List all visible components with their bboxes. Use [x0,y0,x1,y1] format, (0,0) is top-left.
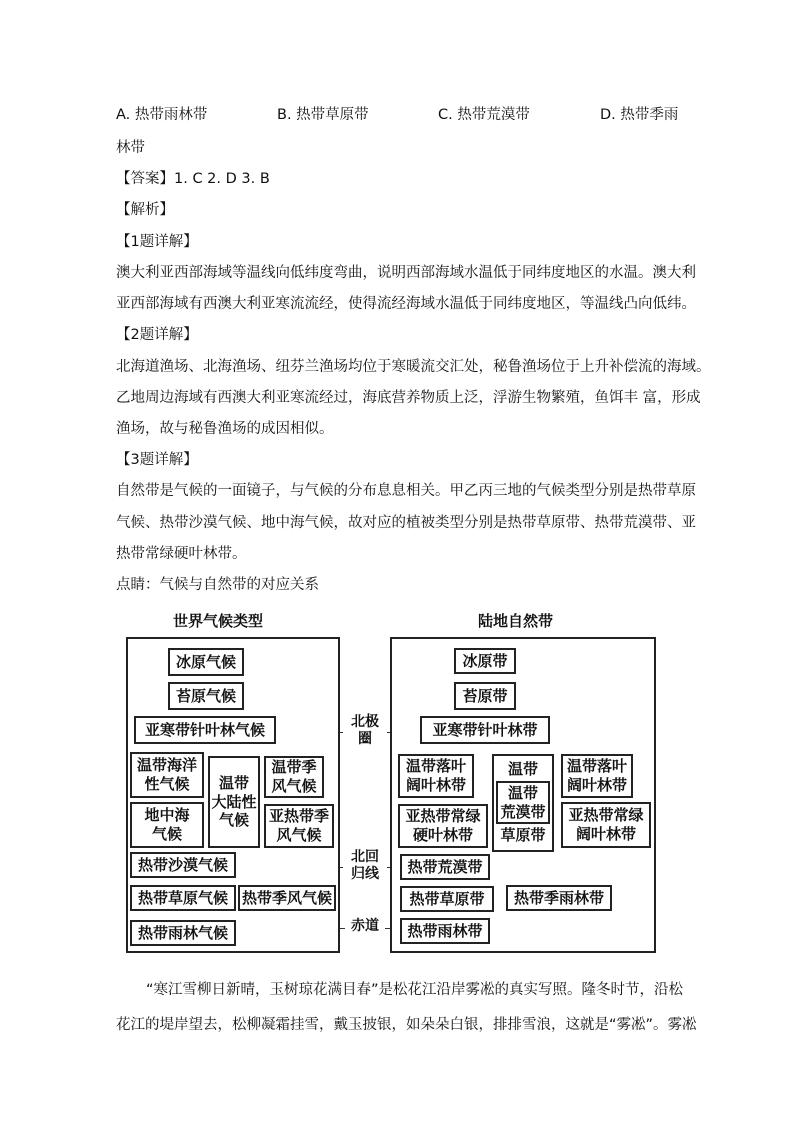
zone-temp-decid-r2: 阔叶林带 [566,776,627,794]
q2-line: 乙地周边海域有西澳大利亚寒流经过，海底营养物质上泛，浮游生物繁殖，鱼饵丰 富，形成 [116,390,701,406]
climate-temp-cont-3: 气候 [218,811,249,830]
q3-line: 气候、热带沙漠气候、地中海气候，故对应的植被类型分别是热带草原带、热带荒漠带、亚 [116,515,696,531]
climate-tropical-monsoon: 热带季风气候 [238,885,336,911]
zone-temp-desert-1: 温带 [507,783,538,802]
q3-line: 自然带是气候的一面镜子，与气候的分布息息相关。甲乙丙三地的气候类型分别是热带草原 [116,483,696,499]
zone-tropical-savanna: 热带草原带 [400,886,494,912]
zone-tropical-rainforest: 热带雨林带 [400,918,490,944]
zone-subtropical-evergreen [561,802,651,848]
climate-mediterranean [130,802,204,848]
analysis-label: 【解析】 [116,202,174,218]
climate-temp-marine-1: 温带海洋 [136,756,197,775]
equator-label: 赤道 [345,918,385,935]
climate-tundra: 苔原气候 [168,682,244,710]
poem-paragraph-line: “寒江雪柳日新晴，玉树琼花满目春”是松花江沿岸雾凇的真实写照。隆冬时节，沿松 [146,982,684,998]
climate-temperate-continental [208,756,260,848]
zone-temperate-label: 温带 [507,760,538,778]
climate-types-title: 世界气候类型 [173,612,264,630]
tropic-label-1: 北回 [351,849,379,865]
zone-sclero-2: 硬叶林带 [412,826,473,844]
climate-tropical-desert: 热带沙漠气候 [130,852,236,878]
option-d: D. 热带季雨 [600,107,679,123]
natural-zones-title: 陆地自然带 [478,612,554,630]
option-a: A. 热带雨林带 [116,107,208,123]
climate-temp-cont-2: 大陆性 [211,792,257,811]
climate-med-1: 地中海 [144,806,190,825]
zone-temperate-desert [496,781,550,825]
q2-heading: 【2题详解】 [116,327,198,343]
climate-temperate-monsoon [264,756,324,798]
zone-temperate-group [492,754,554,852]
q1-line: 亚西部海域有西澳大利亚寒流流经，使得流经海域水温低于同纬度地区，等温线凸向低纬。 [116,296,696,312]
climate-temp-cont-1: 温带 [218,773,249,792]
climate-temp-marine-2: 性气候 [144,775,190,793]
zone-temperate-deciduous-left [398,754,474,798]
q2-line: 北海道渔场、北海渔场、纽芬兰渔场均位于寒暖流交汇处，秘鲁渔场位于上升补偿流的海域。 [116,359,711,375]
zone-tropical-monsoon-forest: 热带季雨林带 [506,885,612,911]
q3-heading: 【3题详解】 [116,452,198,468]
arctic-label-2: 圈 [358,730,372,747]
zone-temp-decid-l1: 温带落叶 [405,757,466,776]
q2-line: 渔场，故与秘鲁渔场的成因相似。 [116,421,334,437]
q3-line: 热带常绿硬叶林带。 [116,546,247,562]
zone-temp-desert-2: 荒漠带 [500,802,546,821]
zone-subtropical-sclerophyll [398,804,488,848]
climate-rainforest: 热带雨林气候 [130,920,236,946]
zone-taiga: 亚寒带针叶林带 [420,716,550,744]
arctic-circle-label [345,714,385,748]
zone-temp-decid-l2: 阔叶林带 [405,776,466,794]
tropic-label [345,849,385,883]
climate-savanna: 热带草原气候 [130,885,236,911]
tropic-label-2: 归线 [351,865,379,882]
climate-ice: 冰原气候 [168,648,244,676]
zone-subtrop-ever-2: 阔叶林带 [575,825,636,843]
q1-line: 澳大利亚西部海域等温线向低纬度弯曲，说明西部海域水温低于同纬度地区的水温。澳大利 [116,265,696,281]
answer-line: 【答案】1. C 2. D 3. B [116,171,270,187]
q1-heading: 【1题详解】 [116,234,198,250]
zone-subtrop-ever-1: 亚热带常绿 [568,806,644,825]
option-d-continuation: 林带 [116,140,145,156]
climate-subtrop-monsoon-2: 风气候 [276,826,322,844]
zone-tundra: 苔原带 [454,682,516,710]
climate-subtropical-monsoon [264,804,334,848]
climate-temp-monsoon-1: 温带季 [271,758,317,777]
climate-subtrop-monsoon-1: 亚热带季 [268,807,329,826]
zone-tropical-desert: 热带荒漠带 [400,854,490,880]
zone-ice: 冰原带 [454,648,516,674]
climate-temperate-marine [130,752,204,798]
tip-line: 点睛：气候与自然带的对应关系 [116,577,319,593]
option-c: C. 热带荒漠带 [438,107,530,123]
climate-subarctic: 亚寒带针叶林气候 [134,716,276,744]
zone-temperate-deciduous-right [561,754,633,798]
climate-temp-monsoon-2: 风气候 [271,777,317,795]
zone-sclero-1: 亚热带常绿 [405,807,481,826]
arctic-label-1: 北极 [351,714,379,730]
poem-paragraph-line: 花江的堤岸望去，松柳凝霜挂雪，戴玉披银，如朵朵白银，排排雪浪，这就是“雾凇”。雾凇 [116,1017,697,1033]
zone-temp-decid-r1: 温带落叶 [566,757,627,776]
option-b: B. 热带草原带 [277,107,369,123]
climate-med-2: 气候 [151,825,182,843]
zone-steppe: 草原带 [500,826,546,845]
